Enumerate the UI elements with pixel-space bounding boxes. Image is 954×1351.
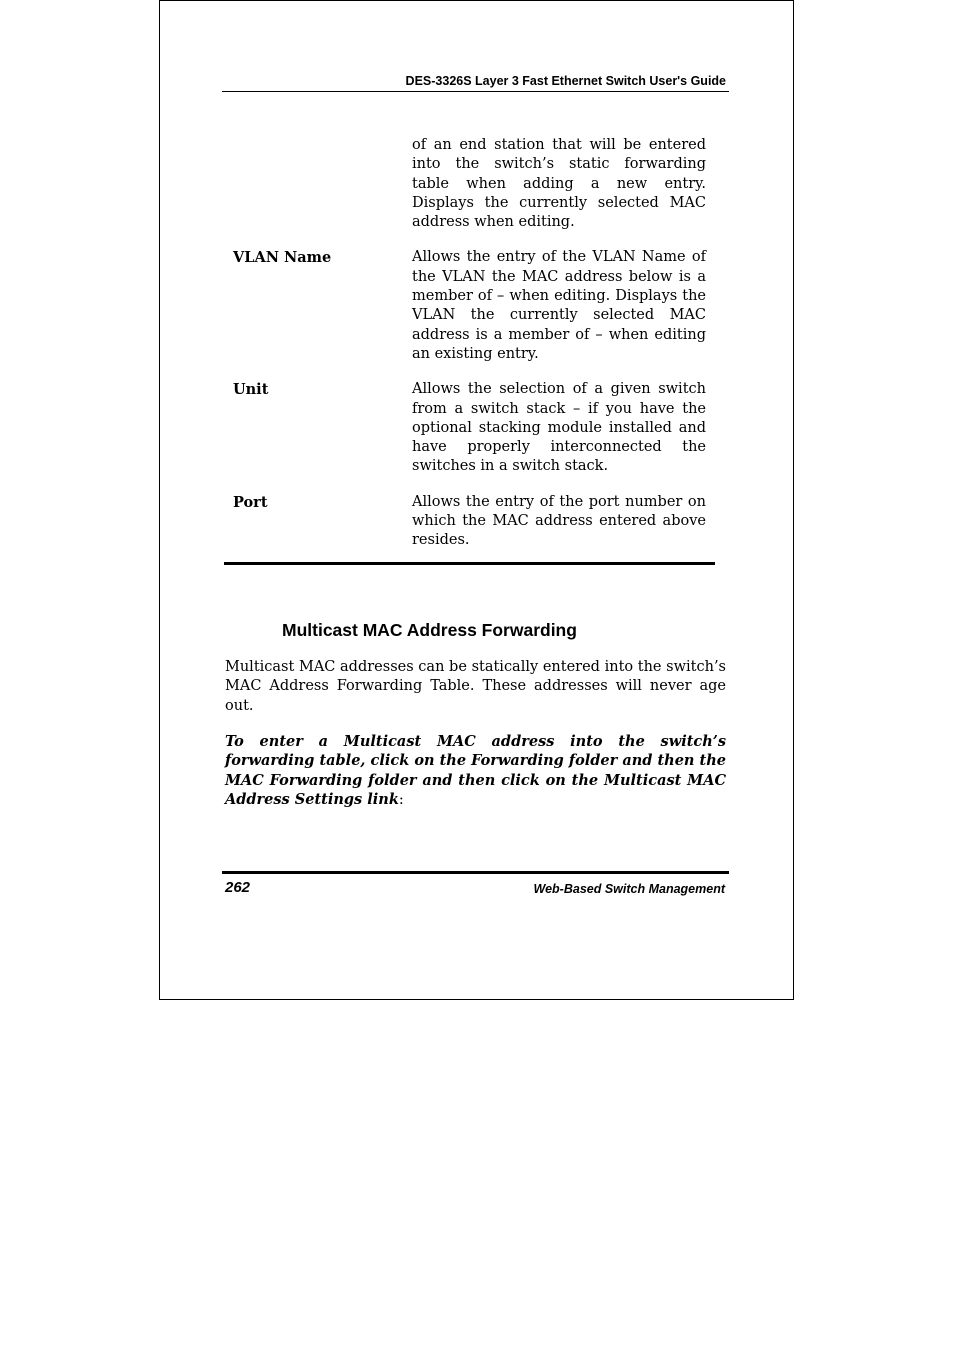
body-paragraph: Multicast MAC addresses can be statically entered into the switch’s MAC Address Forwarding Table. These addresses will never age out.: [225, 659, 726, 714]
section-heading: Multicast MAC Address Forwarding: [282, 620, 577, 640]
header-rule: [222, 91, 729, 92]
definition-description: Allows the entry of the port number on which the MAC address entered above resides.: [412, 493, 706, 549]
definition-term: Unit: [233, 381, 269, 399]
footer-title: Web-Based Switch Management: [533, 882, 725, 896]
definition-row: [225, 136, 715, 232]
table-bottom-rule: [224, 562, 715, 565]
definition-description: Allows the entry of the VLAN Name of the VLAN the MAC address below is a member of – when editing. Displays the VLAN the currently selected MAC address is a member of – when editing an existing entry.: [412, 249, 706, 362]
definition-description: of an end station that will be entered into the switch’s static forwarding table when adding a new entry. Displays the currently selected MAC address when editing.: [412, 137, 706, 231]
definition-row: [225, 248, 715, 364]
definition-row: [225, 493, 715, 551]
definition-term: [225, 136, 412, 232]
instruction-text: To enter a Multicast MAC address into the switch’s forwarding table, click on the Forwarding folder and then the MAC Forwarding folder and then click on the Multicast MAC Address Settings link: [225, 733, 726, 808]
definition-term: Port: [233, 493, 268, 511]
definition-row: [225, 380, 715, 476]
page-number: 262: [225, 879, 251, 896]
footer-rule: [222, 871, 729, 874]
instruction-paragraph: [225, 732, 726, 810]
definition-table: [225, 136, 715, 567]
definition-term: VLAN Name: [233, 249, 332, 267]
definition-description: Allows the selection of a given switch from a switch stack – if you have the optional stacking module installed and have properly interconnected the switches in a switch stack.: [412, 381, 706, 475]
running-header: DES-3326S Layer 3 Fast Ethernet Switch User's Guide: [405, 74, 726, 88]
instruction-colon: :: [398, 791, 404, 808]
